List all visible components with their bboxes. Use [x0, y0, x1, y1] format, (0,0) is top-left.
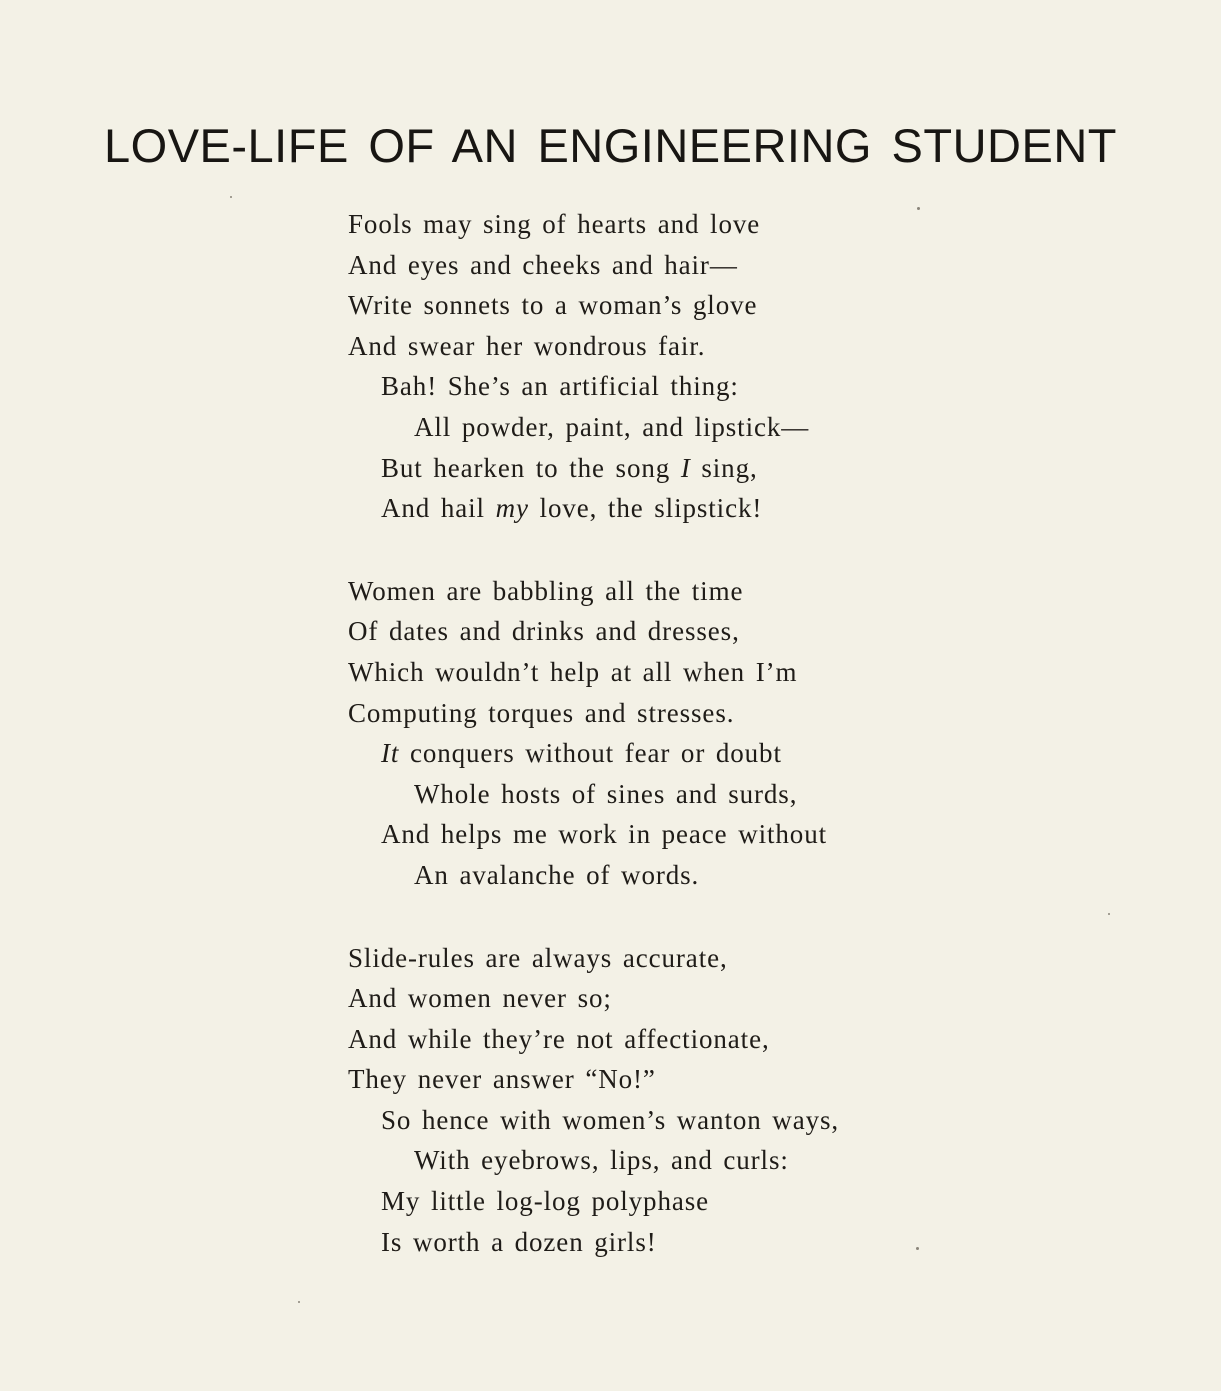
poem-line-text: sing,: [690, 452, 758, 483]
paper-speck: [298, 1301, 300, 1303]
poem-line-emphasis: I: [680, 452, 691, 483]
poem-line-text: And hail: [381, 493, 496, 524]
paper-speck: [230, 196, 232, 198]
poem-line-text: And while they’re not affectionate,: [348, 1023, 770, 1054]
poem-line-emphasis: It: [381, 738, 400, 769]
poem-line: [348, 326, 839, 367]
poem-line: [348, 978, 839, 1019]
poem-line-text: With eyebrows, lips, and curls:: [414, 1145, 789, 1176]
poem-line-text: An avalanche of words.: [414, 859, 700, 890]
poem-line-text: Fools may sing of hearts and love: [348, 209, 761, 239]
poem-line: [348, 488, 839, 529]
poem-line: [348, 448, 839, 489]
poem-line: [348, 855, 839, 896]
poem-line: [348, 407, 839, 448]
poem-line-text: love, the slipstick!: [528, 493, 763, 524]
poem-line-text: Which wouldn’t help at all when I’m: [348, 656, 798, 687]
poem-line: [348, 733, 839, 774]
poem-line-text: Bah! She’s an artificial thing:: [381, 371, 739, 402]
poem-line: [348, 652, 839, 693]
paper-speck: [916, 1247, 919, 1250]
poem-line: [348, 1181, 839, 1222]
poem-line: [348, 938, 839, 979]
poem-body: [348, 204, 839, 1304]
poem-line-text: Is worth a dozen girls!: [381, 1226, 657, 1257]
poem-line-text: Slide-rules are always accurate,: [348, 942, 728, 973]
poem-line-text: And women never so;: [348, 983, 612, 1014]
poem-line: [348, 1140, 839, 1181]
stanza: [348, 204, 839, 529]
poem-line: [348, 1100, 839, 1141]
poem-line-text: And swear her wondrous fair.: [348, 330, 706, 361]
poem-line: [348, 1059, 839, 1100]
poem-line: [348, 1019, 839, 1060]
paper-speck: [917, 207, 920, 210]
poem-line-text: My little log-log polyphase: [381, 1186, 710, 1217]
poem-title: LOVE-LIFE OF AN ENGINEERING STUDENT: [104, 119, 1117, 172]
poem-line-text: So hence with women’s wanton ways,: [381, 1104, 840, 1135]
poem-line: [348, 285, 839, 326]
poem-line-text: conquers without fear or doubt: [399, 738, 782, 769]
poem-line-text: Of dates and drinks and dresses,: [348, 616, 740, 647]
poem-line: [348, 611, 839, 652]
poem-line-emphasis: my: [495, 493, 529, 524]
poem-line: [348, 366, 839, 407]
stanza: [348, 938, 839, 1263]
paper-speck: [1108, 913, 1110, 915]
poem-line: [348, 245, 839, 286]
poem-line: [348, 814, 839, 855]
poem-line-text: Write sonnets to a woman’s glove: [348, 290, 758, 321]
poem-line-text: Whole hosts of sines and surds,: [414, 778, 798, 809]
poem-line-text: And eyes and cheeks and hair—: [348, 249, 738, 280]
poem-line-text: All powder, paint, and lipstick—: [414, 411, 810, 442]
poem-line: [348, 1222, 839, 1263]
poem-line-text: Women are babbling all the time: [348, 575, 744, 606]
poem-line-text: They never answer “No!”: [348, 1064, 656, 1095]
poem-line: [348, 204, 839, 245]
poem-line: [348, 774, 839, 815]
poem-line-text: Computing torques and stresses.: [348, 697, 735, 728]
poem-line-text: And helps me work in peace without: [381, 819, 828, 850]
poem-line-text: But hearken to the song: [381, 452, 681, 483]
stanza: [348, 571, 839, 896]
poem-line: [348, 693, 839, 734]
poem-line: [348, 571, 839, 612]
